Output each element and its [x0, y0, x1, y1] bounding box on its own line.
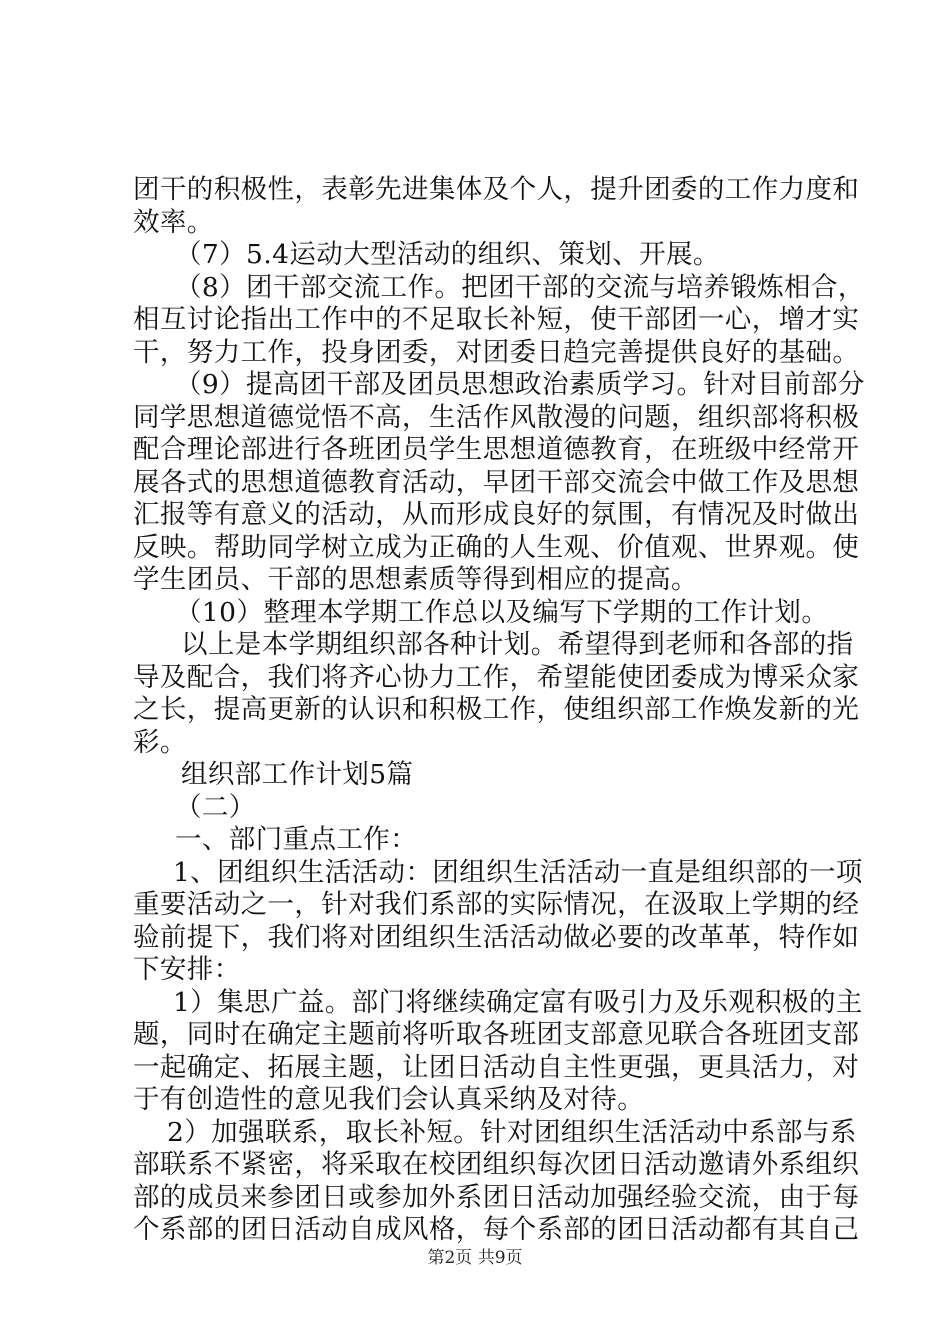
paragraph-line: 部的成员来参团日或参加外系团日活动加强经验交流，由于每: [133, 1181, 860, 1213]
paragraph-line: 部联系不紧密，将采取在校团组织每次团日活动邀请外系组织: [133, 1149, 860, 1180]
paragraph-line: 导及配合，我们将齐心协力工作，希望能使团委成为博采众家: [133, 661, 860, 693]
paragraph-line: 于有创造性的意见我们会认真采纳及对待。: [133, 1084, 645, 1115]
paragraph-line: 题，同时在确定主题前将听取各班团支部意见联合各班团支部: [133, 1019, 860, 1050]
section-title: 组织部工作计划5篇: [181, 759, 414, 790]
page-number: 第2页 共9页: [427, 1248, 523, 1268]
paragraph-line: 2）加强联系，取长补短。针对团组织生活活动中系部与系: [167, 1116, 857, 1148]
paragraph-line: 相互讨论指出工作中的不足取长补短，使干部团一心，增才实: [133, 304, 860, 335]
paragraph-line: 1、团组织生活活动：团组织生活活动一直是组织部的一项: [173, 856, 863, 888]
paragraph-line: 个系部的团日活动自成风格，每个系部的团日活动都有其自己: [133, 1214, 860, 1245]
summary-paragraph-line: 以上是本学期组织部各种计划。希望得到老师和各部的指: [181, 629, 854, 660]
paragraph-line: 配合理论部进行各班团员学生思想道德教育，在班级中经常开: [133, 434, 860, 465]
section-heading: 一、部门重点工作：: [175, 824, 418, 855]
paragraph-line: 效率。: [133, 206, 214, 238]
paragraph-line: 团干的积极性，表彰先进集体及个人，提升团委的工作力度和: [133, 174, 860, 205]
list-item-9: （9）提高团干部及团员思想政治素质学习。针对目前部分: [175, 369, 865, 400]
list-item-8: （8）团干部交流工作。把团干部的交流与培养锻炼相合，: [175, 271, 865, 303]
paragraph-line: 验前提下，我们将对团组织生活活动做必要的改革革，特作如: [133, 921, 860, 953]
section-subtitle: （二）: [175, 791, 256, 823]
paragraph-line: 汇报等有意义的活动，从而形成良好的氛围，有情况及时做出: [133, 499, 860, 530]
paragraph-line: 彩。: [133, 726, 187, 758]
paragraph-line: 同学思想道德觉悟不高，生活作风散漫的问题，组织部将积极: [133, 401, 860, 433]
paragraph-line: 反映。帮助同学树立成为正确的人生观、价值观、世界观。使: [133, 531, 860, 563]
paragraph-line: 重要活动之一，针对我们系部的实际情况，在汲取上学期的经: [133, 889, 860, 920]
paragraph-line: 干，努力工作，投身团委，对团委日趋完善提供良好的基础。: [133, 336, 860, 368]
paragraph-line: 之长，提高更新的认识和积极工作，使组织部工作焕发新的光: [133, 694, 860, 725]
paragraph-line: 一起确定、拓展主题，让团日活动自主性更强，更具活力，对: [133, 1051, 860, 1083]
paragraph-line: 1）集思广益。部门将继续确定富有吸引力及乐观积极的主: [173, 986, 863, 1018]
document-body: [133, 174, 865, 1247]
paragraph-line: 学生团员、干部的思想素质等得到相应的提高。: [133, 564, 698, 595]
list-item-7: （7）5.4运动大型活动的组织、策划、开展。: [175, 239, 720, 270]
paragraph-line: 下安排：: [133, 954, 241, 985]
list-item-10: （10）整理本学期工作总以及编写下学期的工作计划。: [175, 596, 829, 628]
paragraph-line: 展各式的思想道德教育活动，早团干部交流会中做工作及思想: [133, 466, 860, 498]
